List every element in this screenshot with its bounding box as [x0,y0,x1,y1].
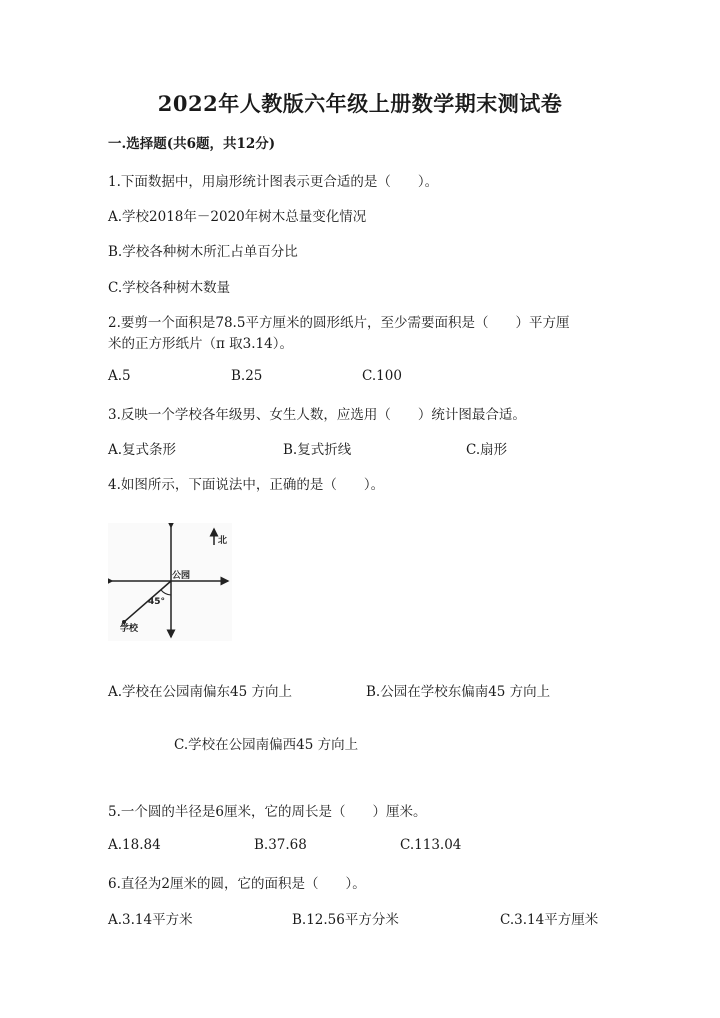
question-4-option-b: B.公园在学校东偏南45 方向上 [366,684,551,700]
question-3-option-b: B.复式折线 [283,442,352,458]
question-5-option-a: A.18.84 [108,837,161,853]
angle-label: 45° [148,597,166,607]
question-2-option-a: A.5 [108,368,131,384]
question-2-stem-line1: 2.要剪一个面积是78.5平方厘米的圆形纸片，至少需要面积是（ ）平方厘 [108,315,570,331]
question-4-option-c: C.学校在公园南偏西45 方向上 [174,737,359,753]
question-2-option-c: C.100 [362,368,402,384]
question-4-stem: 4.如图所示，下面说法中，正确的是（ ）。 [108,477,385,493]
section-heading: 一.选择题(共6题，共12分) [108,136,276,152]
question-3-option-a: A.复式条形 [108,442,177,458]
question-2-stem-line2: 米的正方形纸片（π 取3.14）。 [108,336,293,352]
north-label: 北 [218,536,228,546]
question-3-stem: 3.反映一个学校各年级男、女生人数，应选用（ ）统计图最合适。 [108,407,526,423]
question-1-option-b: B.学校各种树木所汇占单百分比 [108,244,298,260]
question-1-stem: 1.下面数据中，用扇形统计图表示更合适的是（ ）。 [108,174,439,190]
question-1-option-c: C.学校各种树木数量 [108,280,231,296]
question-3-option-c: C.扇形 [466,442,508,458]
question-5-option-b: B.37.68 [254,837,307,853]
question-6-option-b: B.12.56平方分米 [292,912,399,928]
question-1-option-a: A.学校2018年－2020年树木总量变化情况 [108,209,367,225]
direction-figure [108,523,232,641]
page-title: 2022年人教版六年级上册数学期末测试卷 [157,91,563,116]
question-6-stem: 6.直径为2厘米的圆，它的面积是（ ）。 [108,876,366,892]
school-label: 学校 [120,624,139,634]
question-2-option-b: B.25 [231,368,263,384]
question-4-option-a: A.学校在公园南偏东45 方向上 [108,684,293,700]
question-6-option-c: C.3.14平方厘米 [500,912,599,928]
question-6-option-a: A.3.14平方米 [108,912,193,928]
park-label: 公园 [172,571,191,581]
question-5-stem: 5.一个圆的半径是6厘米，它的周长是（ ）厘米。 [108,804,427,820]
question-5-option-c: C.113.04 [400,837,462,853]
